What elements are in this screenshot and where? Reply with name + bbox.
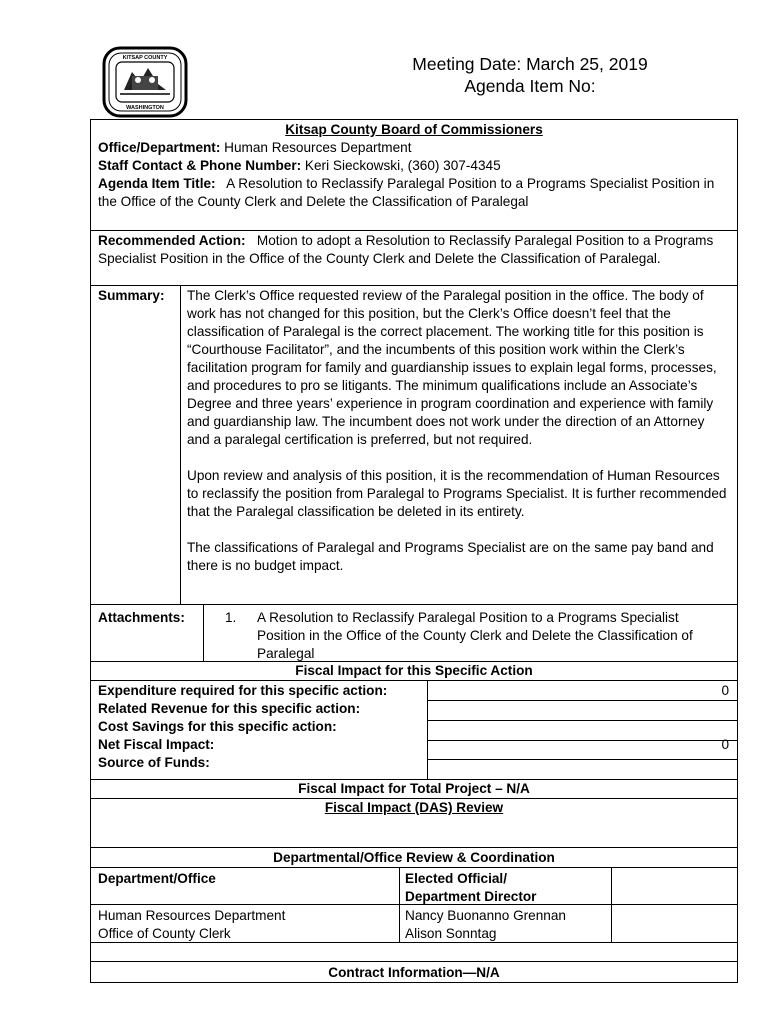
action-box (90, 230, 738, 662)
office-label: Office/Department: (98, 140, 221, 155)
summary-text (187, 287, 727, 575)
recommended-label: Recommended Action: (98, 233, 246, 248)
review-dept: Human Resources Department (98, 908, 286, 923)
col-elected-official-line2: Department Director (405, 889, 537, 904)
agenda-title-label: Agenda Item Title: (98, 176, 216, 191)
staff-value: Keri Sieckowski, (360) 307-4345 (301, 158, 501, 173)
summary-paragraph: Upon review and analysis of this position, it is the recommendation of Human Resources to reclassify the position from Paralegal to Programs Specialist. It is further recommended that the Paralegal classification be deleted in its entirety. (187, 468, 727, 519)
summary-label: Summary: (98, 288, 165, 303)
fiscal-row-value: 0 (721, 737, 729, 752)
seal-bottom-text: WASHINGTON (126, 105, 164, 111)
agenda-info-box (90, 119, 738, 231)
total-project-text: Fiscal Impact for Total Project – N/A (298, 781, 530, 796)
attachment-number: 1. (225, 610, 237, 625)
county-seal-logo (102, 46, 188, 118)
agenda-title-value: A Resolution to Reclassify Paralegal Position to a Programs Specialist Position in the Office of the County Clerk and Delete the Classification of Paralegal (98, 176, 719, 209)
office-line (98, 139, 727, 157)
review-heading: Departmental/Office Review & Coordination (273, 850, 555, 865)
contract-row (90, 961, 738, 983)
blank-row (90, 942, 738, 962)
seal-top-text: KITSAP COUNTY (122, 55, 168, 61)
col-elected-official-line1: Elected Official/ (405, 871, 507, 886)
meeting-header (380, 53, 680, 97)
fiscal-row-label: Source of Funds: (98, 755, 210, 770)
review-official: Alison Sonntag (405, 926, 497, 941)
attachment-text: A Resolution to Reclassify Paralegal Position to a Programs Specialist Position in the Office of the County Clerk and Delete the Classification of Paralegal (257, 610, 693, 661)
staff-label: Staff Contact & Phone Number: (98, 158, 302, 173)
agenda-item-number: Agenda Item No: (464, 76, 596, 96)
board-title: Kitsap County Board of Commissioners (285, 122, 543, 137)
review-dept: Office of County Clerk (98, 926, 231, 941)
review-coordination-table (90, 847, 738, 943)
fiscal-row-value (431, 754, 729, 772)
attachments-label: Attachments: (98, 610, 185, 625)
agenda-title-line (98, 175, 727, 211)
review-dept-list (98, 907, 285, 943)
review-official-list (405, 907, 566, 943)
fiscal-row-label: Related Revenue for this specific action: (98, 701, 361, 716)
fiscal-row-value: 0 (721, 683, 729, 698)
fiscal-row-value (431, 700, 729, 718)
summary-paragraph: The Clerk’s Office requested review of the Paralegal position in the office. The body of work has not changed for this position, but the Clerk’s Office doesn’t feel that the classification of Paralegal is the correct placement. The working title for this position is “Courthouse Facilitator”, and the incumbents of this position work within the Clerk’s facilitation program for family and guardianship issues to explain legal forms, processes, and procedures to pro se litigants. The minimum qualifications include an Associate’s Degree and three years’ experience in program coordination and experience with family and guardianship law. The incumbent does not work under the direction of an Attorney and a paralegal certification is preferred, but not required. (187, 288, 717, 447)
das-review-heading: Fiscal Impact (DAS) Review (324, 800, 504, 815)
meeting-date: Meeting Date: March 25, 2019 (412, 54, 648, 74)
attachment-item[interactable] (225, 609, 727, 663)
contract-info: Contract Information—N/A (328, 965, 500, 980)
staff-line (98, 157, 727, 175)
col-elected-official (405, 870, 536, 906)
recommended-value: Motion to adopt a Resolution to Reclassify Paralegal Position to a Programs Specialist Position in the Office of the County Clerk and Delete the Classification of Paralegal. (98, 233, 718, 266)
summary-paragraph: The classifications of Paralegal and Programs Specialist are on the same pay band and there is no budget impact. (187, 540, 714, 573)
fiscal-impact-table (90, 661, 738, 780)
fiscal-row-labels (98, 682, 428, 772)
total-project-row (90, 779, 738, 799)
review-official: Nancy Buonanno Grennan (405, 908, 566, 923)
office-value: Human Resources Department (220, 140, 412, 155)
recommended-action (91, 231, 737, 286)
fiscal-row-label: Expenditure required for this specific action: (98, 683, 388, 698)
das-review-box (90, 798, 738, 848)
fiscal-row-label: Cost Savings for this specific action: (98, 719, 337, 734)
fiscal-row-label: Net Fiscal Impact: (98, 737, 215, 752)
col-department-office: Department/Office (98, 871, 216, 886)
fiscal-heading: Fiscal Impact for this Specific Action (295, 663, 533, 678)
